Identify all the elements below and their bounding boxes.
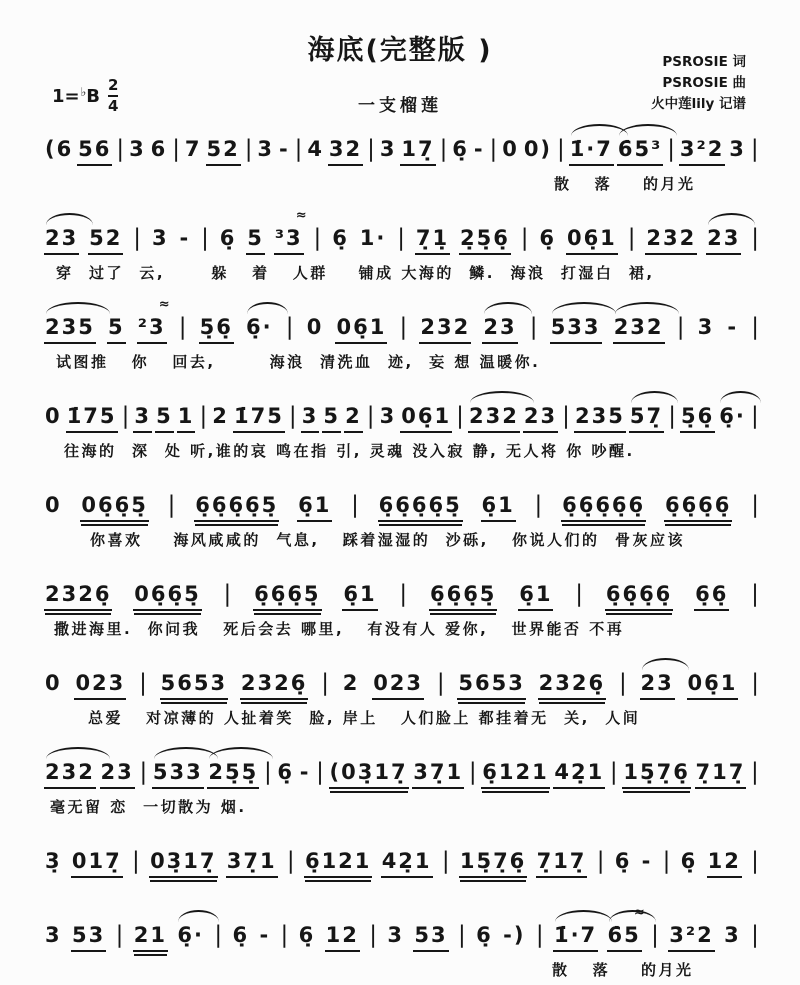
barline: | [489, 136, 498, 162]
note-group: 7̣17̣ [536, 849, 588, 878]
note-group: 0 [45, 404, 62, 428]
barline: | [441, 848, 450, 874]
note-group: 6̣6̣6̣5̣ [253, 582, 321, 611]
notation-line [44, 297, 760, 344]
note-group: 57̣ [629, 404, 664, 433]
note-group: 6̣ [539, 226, 557, 250]
credits-block [651, 52, 746, 115]
score-line-2 [44, 208, 760, 283]
barline: | [286, 848, 295, 874]
mordent-icon: ≈ [295, 208, 307, 223]
note-group: 023 [74, 671, 126, 700]
score-line-1 [44, 122, 760, 194]
note-group: - [299, 760, 311, 784]
flat-icon: ♭ [80, 84, 87, 99]
barline: | [178, 314, 187, 340]
score-line-3 [44, 297, 760, 372]
note-group: 06̣6̣5̣ [133, 582, 201, 611]
note-group: 53 [413, 923, 448, 952]
note-group: 1̇·7 [569, 137, 614, 166]
note-group: 0) [523, 137, 553, 161]
barline: | [244, 136, 253, 162]
notation-line [44, 848, 760, 878]
note-group: 6̣6̣6̣5̣ [429, 582, 497, 611]
barline: | [751, 848, 759, 874]
note-group: 5̣6̣ [680, 404, 715, 433]
note-group: 23 [44, 226, 79, 255]
note-group: 6̣· [719, 404, 746, 428]
note-group: (6 [45, 137, 74, 161]
note-group: 5̣6̣ [199, 315, 234, 344]
barline: | [199, 403, 208, 429]
barline: | [609, 759, 618, 785]
note-group: 23 [100, 760, 135, 789]
notation-line [44, 492, 760, 522]
barline: | [214, 922, 223, 948]
note-group: 4 [307, 137, 324, 161]
note-group: 2326̣ [240, 671, 308, 700]
note-group: 17̣ [400, 137, 435, 166]
note-group: 23 [523, 404, 558, 433]
note-group: 232 [468, 404, 520, 433]
note-group: 3 [257, 137, 275, 161]
barline: | [116, 136, 125, 162]
notation-line [44, 403, 760, 433]
note-group: 37̣1 [226, 849, 278, 878]
note-group: 23 [706, 226, 741, 255]
note-group: 12 [325, 923, 360, 952]
note-group: 3²2 [679, 137, 725, 166]
barline: | [575, 581, 584, 607]
note-group: - [473, 137, 485, 161]
note-group: 12 [707, 849, 742, 878]
note-group: 3 [133, 404, 152, 433]
lyrics-line: 撒进海里. 你问我 死后会去 哪里, 有没有人 爱你, 世界能否 不再 [54, 620, 625, 638]
notation-line [44, 136, 760, 166]
lyrics-line: 散 落 的月光 [552, 961, 694, 979]
note-group: 1· [359, 226, 387, 250]
barline: | [751, 314, 759, 340]
note-group: 6̣1 [481, 493, 516, 522]
barline: | [139, 759, 148, 785]
barline: | [399, 314, 408, 340]
note-group: 6̣ [680, 849, 698, 873]
note-group: 2326̣ [538, 671, 606, 700]
note-group: 3 [697, 315, 715, 339]
note-group: - [278, 137, 290, 161]
note-group: 06̣1 [687, 671, 739, 700]
note-group: 533 [550, 315, 602, 344]
lyrics-line: 你喜欢 海风咸咸的 气息, 踩着湿湿的 沙砾, 你说人们的 骨灰应该 [90, 531, 685, 549]
time-signature: $\frac{2}{4}$ [108, 76, 119, 115]
note-group: 6̣ [452, 137, 469, 161]
note-group: 52 [88, 226, 123, 255]
note-group: 56 [77, 137, 112, 166]
lyrics-line: 试图推 你 回去, 海浪 清洗血 迹, 妄 想 温暖你. [56, 353, 541, 371]
note-group: 6̣1 [518, 582, 553, 611]
barline: | [133, 225, 142, 251]
page-title: 海底(完整版 ) [307, 35, 493, 66]
note-group: 6̣ [219, 226, 237, 250]
barline: | [366, 403, 375, 429]
barline: | [351, 492, 359, 518]
note-group: 3 [379, 137, 397, 161]
note-group: 15̣7̣6̣ [459, 849, 527, 878]
lyrics-line: 往海的 深 处 听,谁的哀 鸣在指 引, 灵魂 没入寂 静, 无人将 你 吵醒. [64, 442, 635, 460]
barline: | [367, 136, 375, 162]
note-group: 3 [729, 137, 746, 161]
note-group: 6̣ [332, 226, 349, 250]
score-line-10 [44, 905, 760, 980]
note-group: 6̣6̣6̣6̣5̣ [378, 493, 463, 522]
notation-line [44, 208, 760, 255]
barline: | [562, 403, 570, 429]
barline: | [751, 670, 759, 696]
score-line-9 [44, 834, 760, 891]
note-group: - [727, 315, 739, 339]
note-group: 235 [44, 315, 96, 344]
note-group: 15̣7̣6̣ [622, 760, 690, 789]
note-group: 5 [246, 226, 265, 255]
note-group: 6̣ [277, 760, 295, 784]
barline: | [288, 403, 297, 429]
barline: | [535, 922, 544, 948]
note-group: 5 [107, 315, 126, 344]
transcriber-credit: 火中莲lily 记谱 [651, 95, 746, 112]
note-group: 5653 [160, 671, 228, 700]
barline: | [751, 225, 759, 251]
barline: | [456, 403, 464, 429]
note-group: (03̣17̣ [329, 760, 409, 789]
barline: | [751, 922, 759, 948]
note-group: 6̇5³ [617, 137, 663, 166]
note-group: 23 [482, 315, 517, 344]
barline: | [313, 225, 322, 251]
note-group: 06̣1 [566, 226, 618, 255]
score-line-6 [44, 567, 760, 639]
barline: | [750, 136, 759, 162]
barline: | [132, 848, 140, 874]
note-group: 6̣6̣6̣6̣6̣ [561, 493, 646, 522]
note-group: 06̣1 [400, 404, 452, 433]
barline: | [436, 670, 445, 696]
barline: | [618, 670, 627, 696]
barline: | [201, 225, 209, 251]
barline: | [397, 225, 405, 251]
note-group: 6̣6̣6̣6̣ [664, 493, 732, 522]
note-group: 2 [342, 671, 360, 695]
note-group: 5 [322, 404, 341, 433]
barline: | [223, 581, 232, 607]
note-group: 3 [45, 923, 62, 947]
score-line-5 [44, 478, 760, 550]
note-group: 0 [306, 315, 324, 339]
note-group: 06̣1 [335, 315, 387, 344]
barline: | [263, 759, 272, 785]
note-group: 023 [372, 671, 424, 700]
note-group: 017̣ [71, 849, 123, 878]
note-group: - [259, 923, 271, 947]
notation-line [44, 581, 760, 611]
barline: | [439, 136, 448, 162]
note-group: 232 [645, 226, 697, 255]
note-group: 2̣5̣6̣ [459, 226, 511, 255]
note-group: 3 [379, 404, 397, 428]
mordent-icon: ≈ [633, 905, 645, 920]
note-group: 06̣6̣5̣ [80, 493, 148, 522]
note-group: - [179, 226, 191, 250]
barline: | [294, 136, 303, 162]
note-group: 6 [150, 137, 168, 161]
note-group: 235 [574, 404, 626, 433]
mordent-icon: ≈ [158, 297, 170, 312]
note-group: 0 [502, 137, 519, 161]
barline: | [285, 314, 294, 340]
note-group: 6̣121 [481, 760, 549, 789]
score-line-7 [44, 656, 760, 728]
note-group: 6̣· [246, 315, 273, 339]
note-group: 6̣ [476, 923, 493, 947]
note-group: 42̣1 [553, 760, 605, 789]
note-group: 6̇5 ≈ [607, 923, 642, 952]
barline: | [651, 922, 659, 948]
note-group: 3 [151, 226, 169, 250]
barline: | [316, 759, 324, 785]
note-group: -) [503, 923, 526, 947]
note-group: 5653 [457, 671, 525, 700]
barline: | [751, 759, 759, 785]
note-group: 1̇·7 [553, 923, 598, 952]
note-group: 03̣17̣ [149, 849, 217, 878]
note-group: 533 [152, 760, 204, 789]
score-line-8 [44, 745, 760, 817]
note-group: 3 [724, 923, 741, 947]
note-group: 6̣1 [297, 493, 332, 522]
key-signature: 1=♭B [52, 84, 101, 107]
notation-line [44, 759, 760, 789]
barline: | [399, 581, 408, 607]
note-group: 42̣1 [381, 849, 433, 878]
barline: | [172, 136, 180, 162]
note-group: 3̣ [45, 849, 62, 873]
barline: | [468, 759, 477, 785]
notation-line [44, 905, 760, 952]
barline: | [167, 492, 176, 518]
note-group: 2 [212, 404, 229, 428]
barline: | [115, 922, 124, 948]
barline: | [751, 492, 759, 518]
barline: | [556, 136, 565, 162]
barline: | [121, 403, 130, 429]
barline: | [751, 581, 759, 607]
lyricist-credit: PSROSIE 词 [662, 54, 746, 70]
barline: | [321, 670, 329, 696]
note-group: 1̇75 [66, 404, 118, 433]
composer-credit: PSROSIE 曲 [662, 74, 746, 91]
note-group: 6̣6̣6̣6̣5̣ [194, 493, 279, 522]
note-group: 3²2 [668, 923, 714, 952]
barline: | [534, 492, 543, 518]
note-group: 232 [613, 315, 665, 344]
note-group: 5 [155, 404, 174, 433]
note-group: 6̣ [614, 849, 632, 873]
barline: | [662, 848, 671, 874]
note-group: - [641, 849, 653, 873]
note-group: 6̣ [298, 923, 316, 947]
score-line-4 [44, 389, 760, 461]
barline: | [280, 922, 289, 948]
note-group: 7̣1̣ [415, 226, 450, 255]
lyrics-line: 散 落 的月光 [554, 175, 696, 193]
note-group: 6̣121 [304, 849, 372, 878]
note-group: 6̣6̣6̣6̣ [605, 582, 673, 611]
barline: | [596, 848, 605, 874]
lyrics-line: 穿 过了 云, 躲 着 人群 铺成 大海的 鳞. 海浪 打湿白 裙, [56, 264, 655, 282]
note-group: 7̣17̣ [695, 760, 747, 789]
note-group: 6̣· [177, 923, 204, 947]
note-group: 0 [45, 671, 62, 695]
barline: | [520, 225, 529, 251]
note-group: 6̣1 [342, 582, 377, 611]
note-group: 52 [206, 137, 241, 166]
note-group: 21 [133, 923, 168, 952]
note-group: 3 [129, 137, 146, 161]
note-group: 32 [328, 137, 363, 166]
lyrics-line: 总爱 对凉薄的 人扯着笑 脸, 岸上 人们脸上 都挂着无 关, 人间 [88, 709, 641, 727]
barline: | [369, 922, 378, 948]
note-group: 6̣6̣ [694, 582, 729, 611]
barline: | [750, 403, 759, 429]
note-group: 2 [344, 404, 363, 433]
performer-subtitle: 一支榴莲 [358, 96, 442, 116]
score-body [44, 122, 760, 985]
barline: | [676, 314, 685, 340]
note-group: 1̇75 [233, 404, 285, 433]
note-group: ³3 ≈ [274, 226, 304, 255]
note-group: 2326̣ [44, 582, 112, 611]
note-group: 232 [419, 315, 471, 344]
lyrics-line: 毫无留 恋 一切散为 烟. [50, 798, 247, 816]
barline: | [667, 136, 675, 162]
note-group: 6̣ [232, 923, 250, 947]
note-group: 3 [301, 404, 320, 433]
note-group: 0 [45, 493, 62, 517]
barline: | [139, 670, 147, 696]
note-group: 232 [44, 760, 96, 789]
barline: | [458, 922, 466, 948]
note-group: 3 [387, 923, 405, 947]
key-time-signature [52, 78, 118, 114]
barline: | [668, 403, 676, 429]
notation-line [44, 670, 760, 700]
note-group: 23 [640, 671, 675, 700]
note-group: 25̣5̣ [207, 760, 259, 789]
barline: | [529, 314, 538, 340]
note-group: ²3 ≈ [137, 315, 167, 344]
note-group: 1 [177, 404, 196, 433]
barline: | [627, 225, 636, 251]
note-group: 7 [184, 137, 202, 161]
lyrics-line [44, 885, 760, 891]
note-group: 37̣1 [412, 760, 464, 789]
note-group: 53 [71, 923, 106, 952]
